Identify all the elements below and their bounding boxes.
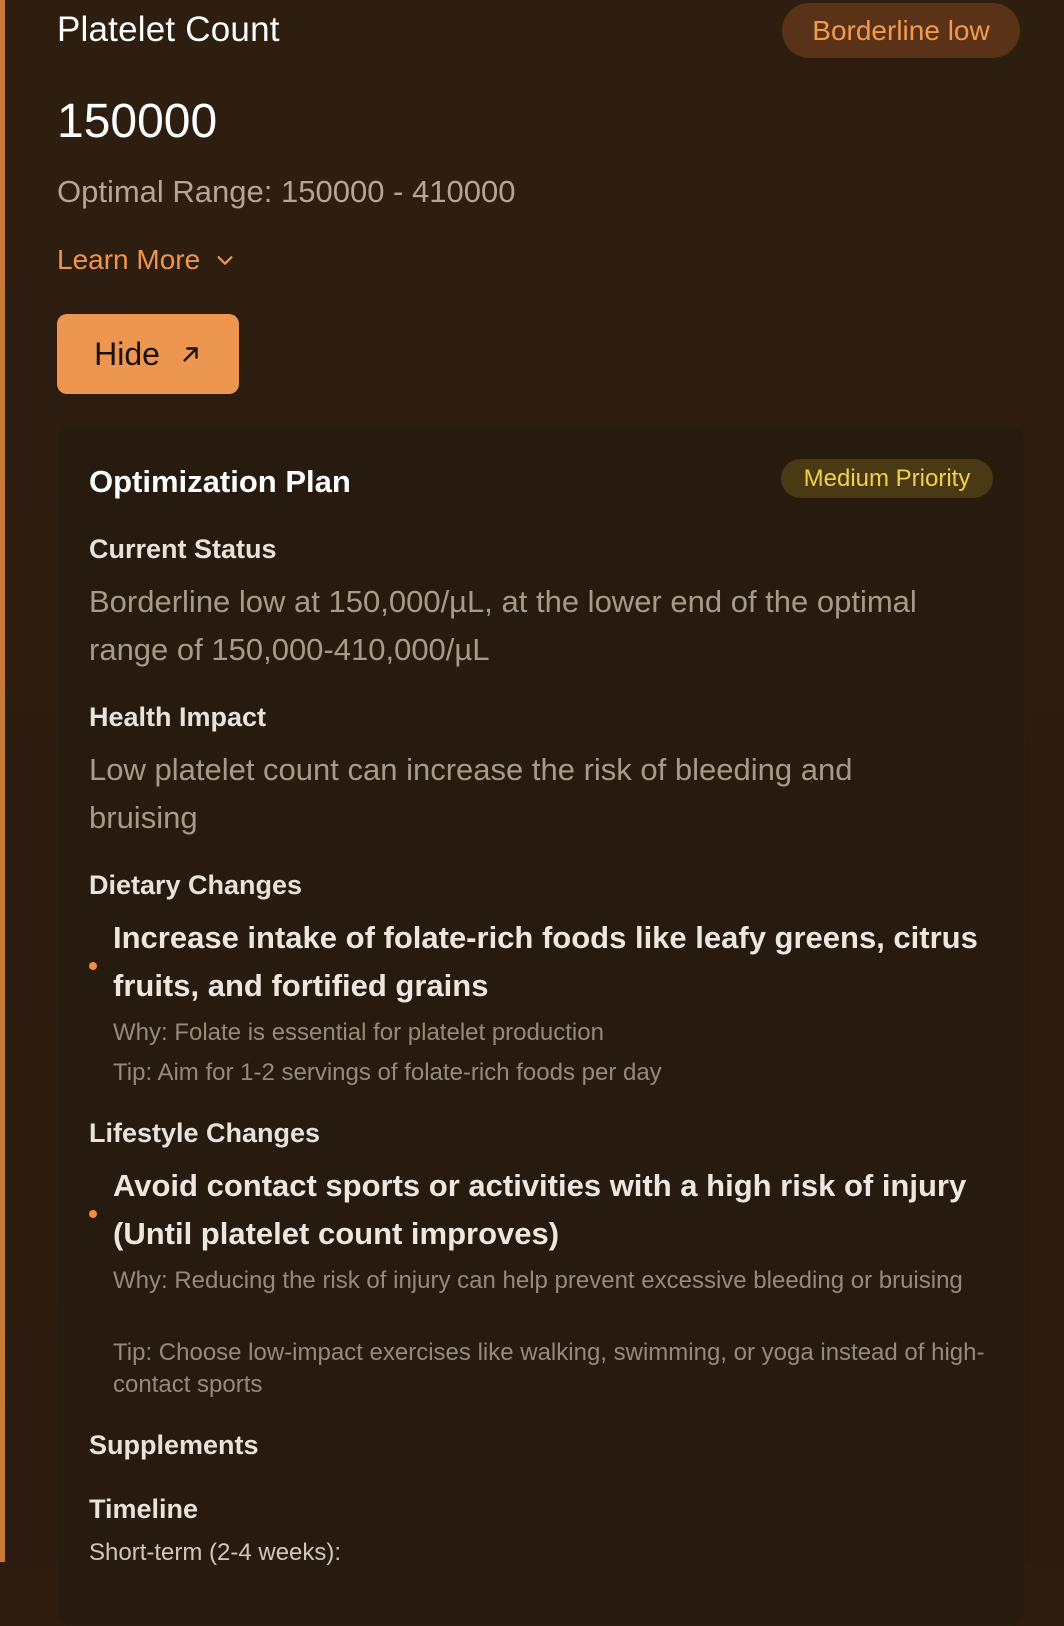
plan-title: Optimization Plan [89, 464, 351, 499]
dietary-changes-label: Dietary Changes [89, 870, 303, 900]
health-impact-text: Low platelet count can increase the risk of bleeding and bruising [89, 752, 853, 835]
optimal-range: Optimal Range: 150000 - 410000 [57, 174, 516, 209]
current-status-label: Current Status [89, 534, 277, 564]
current-status-text: Borderline low at 150,000/µL, at the lower end of the optimal range of 150,000-410,000/µL [89, 584, 917, 667]
metric-title: Platelet Count [57, 10, 280, 49]
health-impact-label: Health Impact [89, 702, 267, 732]
timeline-short-term: Short-term (2-4 weeks): [89, 1539, 342, 1566]
arrow-up-right-icon [180, 343, 202, 365]
dietary-item-title: Increase intake of folate-rich foods like leafy greens, citrus fruits, and fortified grains [113, 920, 978, 1003]
dietary-item-tip: Tip: Aim for 1-2 servings of folate-rich foods per day [113, 1059, 662, 1086]
priority-badge: Medium Priority [781, 459, 993, 498]
optimization-plan [57, 426, 1025, 1626]
supplements-label: Supplements [89, 1430, 259, 1460]
timeline-label: Timeline [89, 1494, 199, 1524]
hide-button-label: Hide [94, 335, 160, 372]
lifestyle-item-tip: Tip: Choose low-impact exercises like walking, swimming, or yoga instead of high-contact sports [113, 1339, 985, 1398]
lifestyle-item-why: Why: Reducing the risk of injury can help prevent excessive bleeding or bruising [113, 1267, 963, 1294]
learn-more-label: Learn More [57, 244, 201, 275]
metric-value: 150000 [57, 95, 218, 148]
dietary-item-why: Why: Folate is essential for platelet production [113, 1019, 604, 1046]
learn-more-toggle[interactable] [57, 244, 236, 276]
hide-button[interactable] [57, 314, 239, 394]
bullet-dot [89, 962, 97, 970]
status-badge: Borderline low [782, 3, 1020, 58]
lifestyle-changes-label: Lifestyle Changes [89, 1118, 321, 1148]
lifestyle-item-title: Avoid contact sports or activities with a high risk of injury (Until platelet count improves) [113, 1168, 967, 1251]
chevron-down-icon [214, 249, 236, 271]
bullet-dot [89, 1210, 97, 1218]
